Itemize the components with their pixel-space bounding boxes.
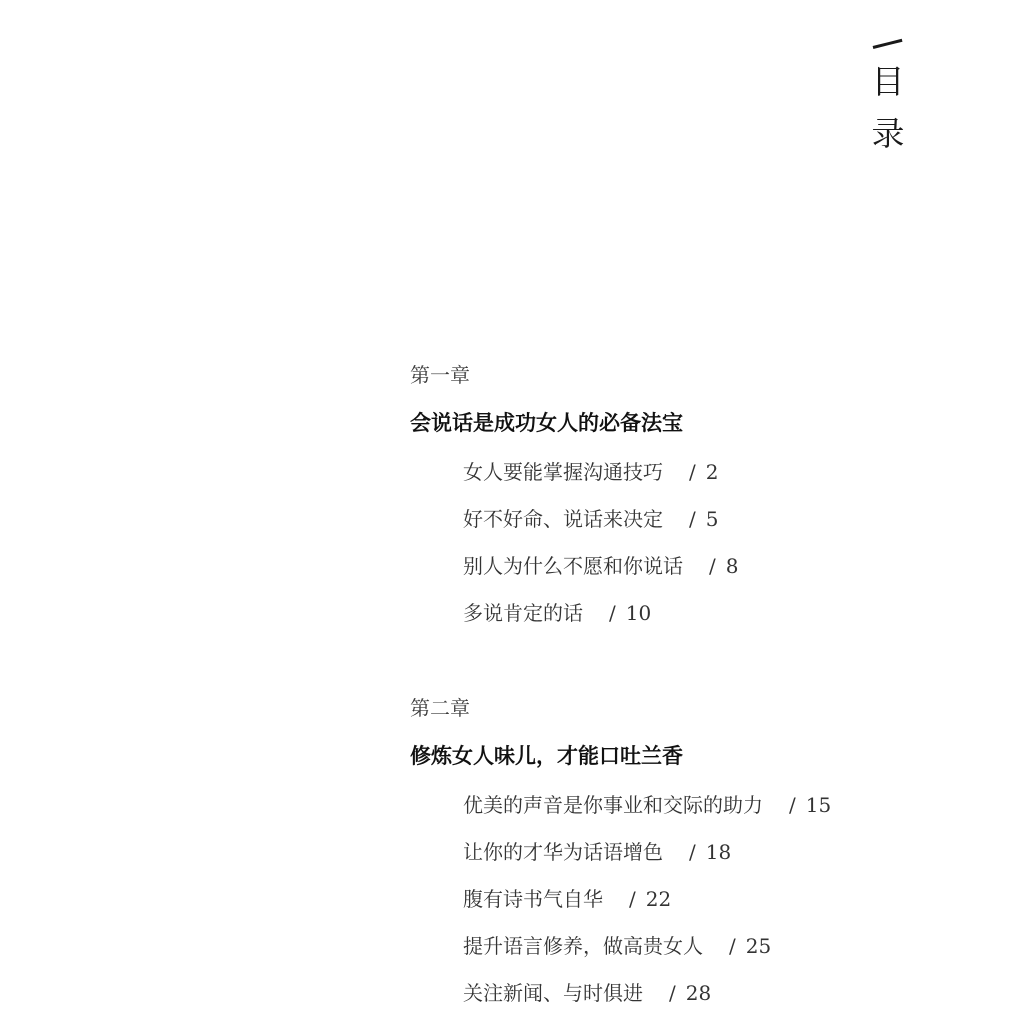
entry-separator: /	[669, 981, 676, 1005]
chapter-2-title: 修炼女人味儿，才能口吐兰香	[410, 743, 683, 768]
entry-title: 优美的声音是你事业和交际的助力	[463, 793, 763, 817]
entry-separator: /	[689, 460, 696, 484]
toc-entry[interactable]	[463, 458, 718, 486]
entry-page-number: 8	[725, 554, 739, 578]
entry-page-number: 18	[705, 840, 732, 864]
toc-entry[interactable]	[463, 599, 651, 627]
entry-separator: /	[709, 554, 716, 578]
heading-rule	[873, 39, 903, 49]
entry-title: 好不好命、说话来决定	[463, 507, 663, 531]
entry-page-number: 22	[645, 887, 672, 911]
entry-title: 关注新闻、与时俱进	[463, 981, 643, 1005]
entry-separator: /	[789, 793, 796, 817]
entry-page-number: 5	[705, 507, 719, 531]
entry-separator: /	[689, 507, 696, 531]
toc-entry[interactable]	[463, 932, 771, 960]
entry-title: 让你的才华为话语增色	[463, 840, 663, 864]
entry-page-number: 10	[625, 601, 652, 625]
toc-entry[interactable]	[463, 791, 831, 819]
chapter-1-label: 第一章	[410, 363, 470, 387]
toc-heading-char-2: 录	[871, 114, 905, 153]
entry-page-number: 15	[805, 793, 832, 817]
entry-separator: /	[689, 840, 696, 864]
entry-title: 提升语言修养，做高贵女人	[463, 934, 703, 958]
entry-title: 别人为什么不愿和你说话	[463, 554, 683, 578]
entry-title: 多说肯定的话	[463, 601, 583, 625]
entry-page-number: 28	[685, 981, 712, 1005]
chapter-2-label: 第二章	[410, 696, 470, 720]
toc-entry[interactable]	[463, 885, 671, 913]
entry-page-number: 25	[745, 934, 772, 958]
toc-entry[interactable]	[463, 838, 731, 866]
entry-title: 女人要能掌握沟通技巧	[463, 460, 663, 484]
entry-title: 腹有诗书气自华	[463, 887, 603, 911]
entry-separator: /	[629, 887, 636, 911]
chapter-1-title: 会说话是成功女人的必备法宝	[410, 410, 683, 435]
toc-entry[interactable]	[463, 505, 718, 533]
entry-separator: /	[729, 934, 736, 958]
toc-entry[interactable]	[463, 552, 738, 580]
entry-page-number: 2	[705, 460, 719, 484]
toc-entry[interactable]	[463, 979, 711, 1007]
toc-heading-char-1: 目	[871, 62, 905, 101]
entry-separator: /	[609, 601, 616, 625]
